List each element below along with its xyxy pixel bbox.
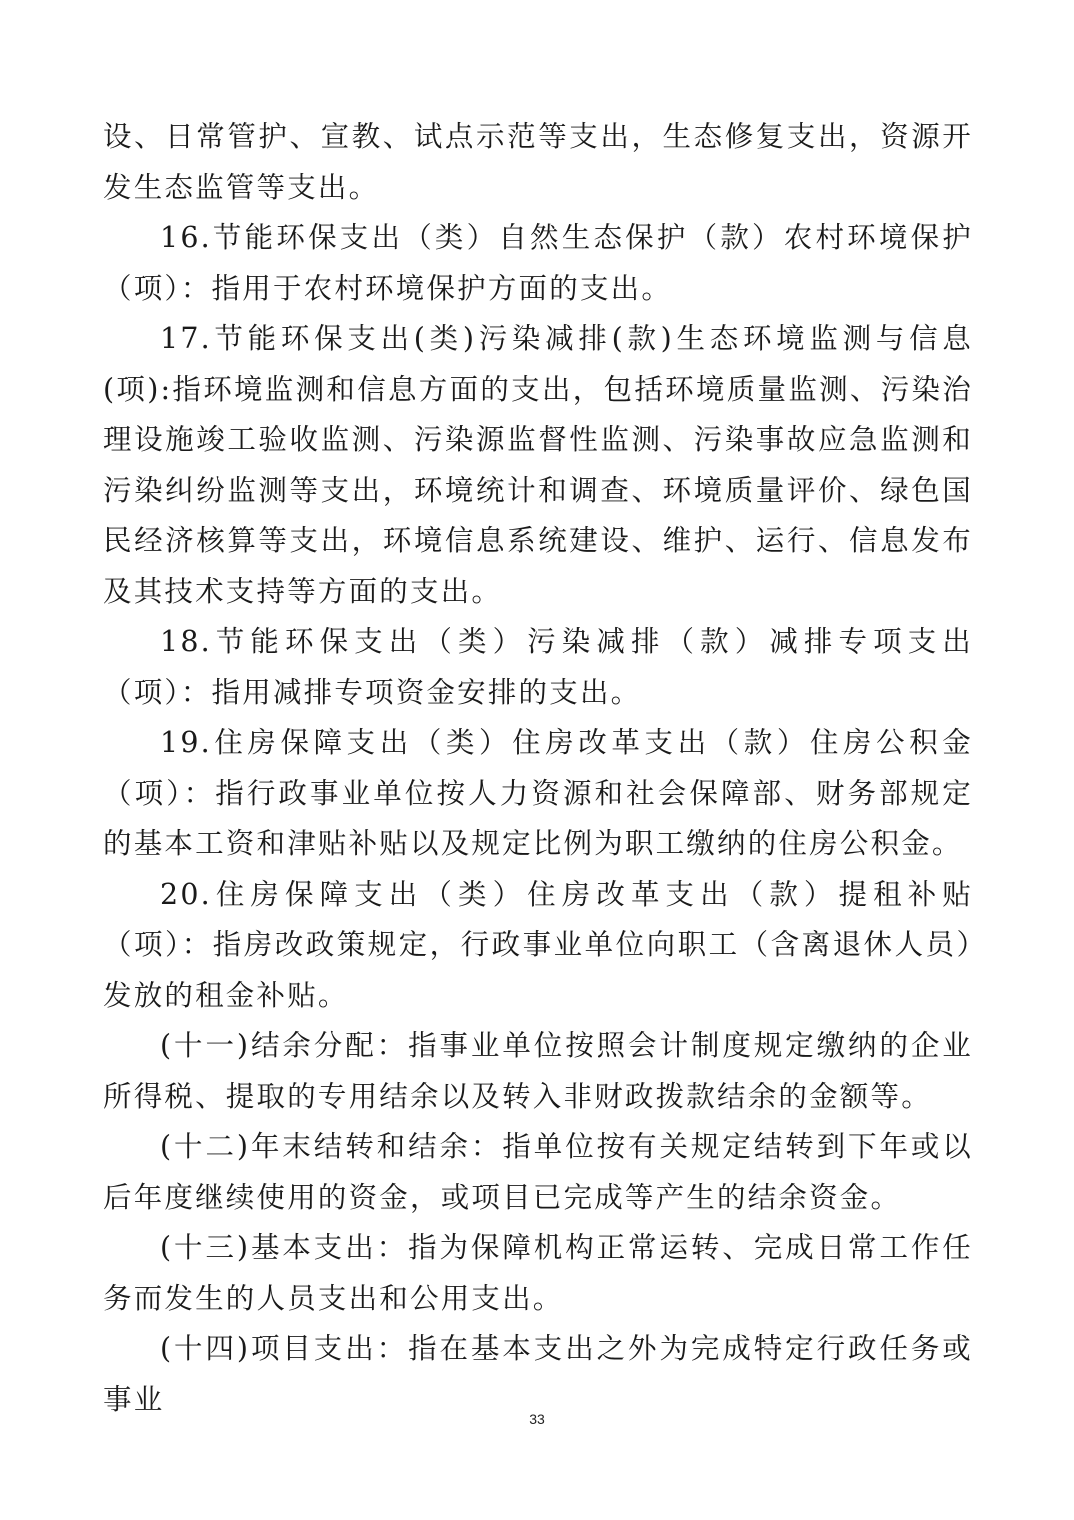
body-text bbox=[103, 112, 973, 1425]
paragraph-section-11: (十一)结余分配：指事业单位按照会计制度规定缴纳的企业所得税、提取的专用结余以及转入非财政拨款结余的金额等。 bbox=[103, 1029, 973, 1113]
paragraph-item-17: 17.节能环保支出(类)污染减排(款)生态环境监测与信息(项):指环境监测和信息方面的支出，包括环境质量监测、污染治理设施竣工验收监测、污染源监督性监测、污染事故应急监测和污染纠纷监测等支出，环境统计和调查、环境质量评价、绿色国民经济核算等支出，环境信息系统建设、维护、运行、信息发布及其技术支持等方面的支出。 bbox=[103, 322, 973, 608]
paragraph-section-13: (十三)基本支出：指为保障机构正常运转、完成日常工作任务而发生的人员支出和公用支出。 bbox=[103, 1231, 973, 1315]
paragraph-item-16: 16.节能环保支出（类）自然生态保护（款）农村环境保护（项）：指用于农村环境保护方面的支出。 bbox=[103, 221, 973, 305]
paragraph-item-18: 18.节能环保支出（类）污染减排（款）减排专项支出（项）：指用减排专项资金安排的支出。 bbox=[103, 625, 973, 709]
page-number: 33 bbox=[529, 1411, 545, 1427]
paragraph-continuation: 设、日常管护、宣教、试点示范等支出，生态修复支出，资源开发生态监管等支出。 bbox=[103, 120, 973, 204]
paragraph-item-20: 20.住房保障支出（类）住房改革支出（款）提租补贴（项）：指房改政策规定，行政事业单位向职工（含离退休人员）发放的租金补贴。 bbox=[103, 877, 973, 1012]
paragraph-item-19: 19.住房保障支出（类）住房改革支出（款）住房公积金（项）：指行政事业单位按人力资源和社会保障部、财务部规定的基本工资和津贴补贴以及规定比例为职工缴纳的住房公积金。 bbox=[103, 726, 973, 860]
paragraph-section-14: (十四)项目支出：指在基本支出之外为完成特定行政任务或事业 bbox=[103, 1332, 973, 1416]
paragraph-section-12: (十二)年末结转和结余：指单位按有关规定结转到下年或以后年度继续使用的资金，或项目已完成等产生的结余资金。 bbox=[103, 1130, 973, 1214]
